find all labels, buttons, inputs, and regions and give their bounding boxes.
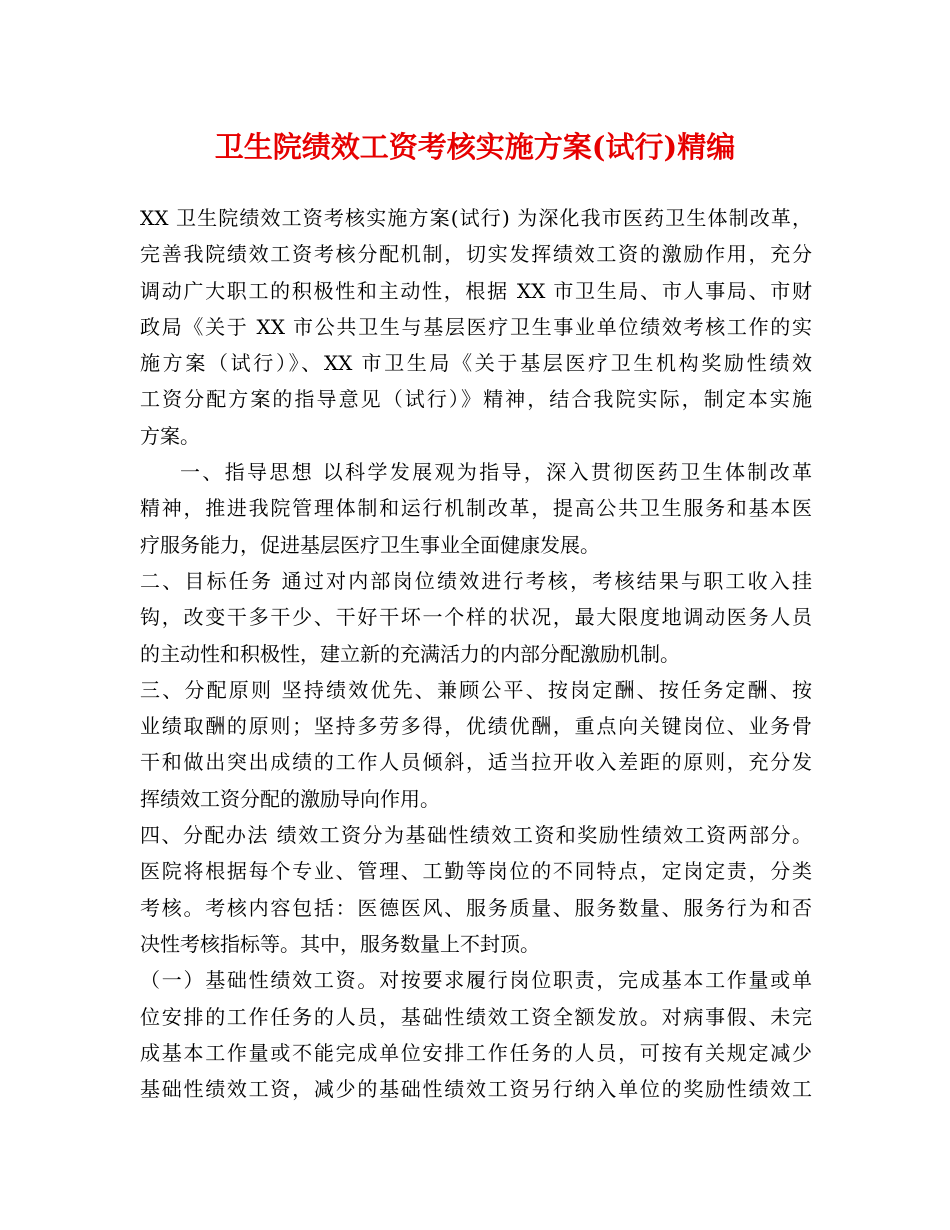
section-heading-line: 一、指导思想 以科学发展观为指导，深入贯彻医药卫生体制改革 — [180, 460, 812, 485]
body-line: 调动广大职工的积极性和主动性，根据 XX 市卫生局、市人事局、市财 — [140, 278, 812, 303]
body-line: 成基本工作量或不能完成单位安排工作任务的人员，可按有关规定减少 — [140, 1040, 812, 1065]
section-heading-line: 四、分配办法 绩效工资分为基础性绩效工资和奖励性绩效工资两部分。 — [140, 823, 812, 848]
body-line: 方案。 — [140, 423, 200, 448]
body-line: 位安排的工作任务的人员，基础性绩效工资全额发放。对病事假、未完 — [140, 1004, 812, 1029]
body-line: 精神，推进我院管理体制和运行机制改革，提高公共卫生服务和基本医 — [140, 496, 812, 521]
body-line: 基础性绩效工资，减少的基础性绩效工资另行纳入单位的奖励性绩效工 — [140, 1077, 812, 1102]
section-heading-line: 三、分配原则 坚持绩效优先、兼顾公平、按岗定酬、按任务定酬、按 — [140, 677, 812, 702]
body-line: 施方案（试行）》、XX 市卫生局《关于基层医疗卫生机构奖励性绩效 — [140, 351, 812, 376]
section-heading-line: 二、目标任务 通过对内部岗位绩效进行考核，考核结果与职工收入挂 — [140, 568, 812, 593]
body-line: 钩，改变干多干少、干好干坏一个样的状况，最大限度地调动医务人员 — [140, 605, 812, 630]
body-line: 政局《关于 XX 市公共卫生与基层医疗卫生事业单位绩效考核工作的实 — [140, 314, 812, 339]
document-body — [140, 200, 812, 1107]
body-line: 考核。考核内容包括：医德医风、服务质量、服务数量、服务行为和否 — [140, 895, 812, 920]
body-line: 完善我院绩效工资考核分配机制，切实发挥绩效工资的激励作用，充分 — [140, 242, 812, 267]
body-line: 工资分配方案的指导意见（试行）》精神，结合我院实际，制定本实施 — [140, 387, 812, 412]
subsection-heading-line: （一）基础性绩效工资。对按要求履行岗位职责，完成基本工作量或单 — [140, 968, 812, 993]
document-title: 卫生院绩效工资考核实施方案(试行)精编 — [214, 130, 736, 164]
body-line: 干和做出突出成绩的工作人员倾斜，适当拉开收入差距的原则，充分发 — [140, 750, 812, 775]
body-line: 疗服务能力，促进基层医疗卫生事业全面健康发展。 — [140, 532, 600, 557]
body-line: 业绩取酬的原则；坚持多劳多得，优绩优酬，重点向关键岗位、业务骨 — [140, 714, 812, 739]
body-line: 决性考核指标等。其中，服务数量上不封顶。 — [140, 931, 540, 956]
body-line: 挥绩效工资分配的激励导向作用。 — [140, 786, 440, 811]
body-line: 的主动性和积极性，建立新的充满活力的内部分配激励机制。 — [140, 641, 680, 666]
body-line: XX 卫生院绩效工资考核实施方案(试行) 为深化我市医药卫生体制改革， — [140, 206, 812, 230]
body-line: 医院将根据每个专业、管理、工勤等岗位的不同特点，定岗定责，分类 — [140, 859, 812, 884]
